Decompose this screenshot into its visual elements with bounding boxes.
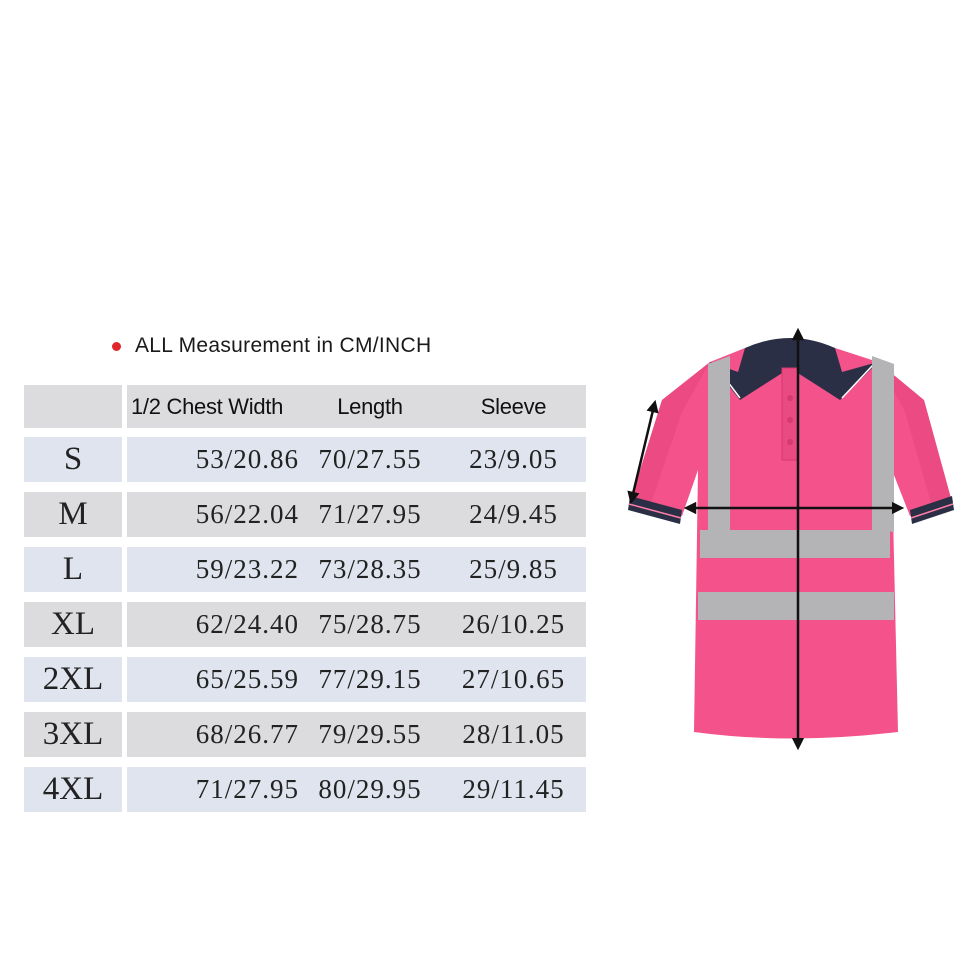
length-value: 77/29.15	[318, 664, 422, 694]
sleeve-value: 24/9.45	[469, 499, 558, 529]
length-value: 79/29.55	[318, 719, 422, 749]
chest-value: 53/20.86	[195, 444, 299, 474]
table-row	[24, 602, 586, 647]
sleeve-value: 28/11.05	[462, 719, 565, 749]
size-label: 2XL	[42, 661, 104, 697]
size-label: S	[63, 441, 83, 477]
chest-value: 56/22.04	[195, 499, 299, 529]
bullet-dot-icon	[112, 342, 121, 351]
table-row	[24, 437, 586, 482]
measurement-note	[112, 330, 431, 362]
header-sleeve: Sleeve	[441, 385, 586, 428]
size-label: XL	[51, 606, 95, 642]
size-label: M	[58, 496, 88, 532]
sleeve-value: 26/10.25	[461, 609, 566, 639]
header-chest-width: 1/2 Chest Width	[127, 385, 299, 428]
sleeve-value: 27/10.65	[461, 664, 566, 694]
table-row	[24, 547, 586, 592]
table-row	[24, 657, 586, 702]
chest-value: 68/26.77	[195, 719, 299, 749]
chest-value: 71/27.95	[195, 774, 299, 804]
sleeve-value: 29/11.45	[462, 774, 565, 804]
length-value: 71/27.95	[318, 499, 422, 529]
length-value: 73/28.35	[318, 554, 422, 584]
table-row	[24, 492, 586, 537]
header-length: Length	[299, 385, 441, 428]
length-value: 75/28.75	[318, 609, 422, 639]
measurement-note-text: ALL Measurement in CM/INCH	[135, 334, 432, 357]
chest-value: 65/25.59	[195, 664, 299, 694]
polo-shirt-icon	[620, 320, 960, 760]
header-size-cell	[24, 385, 122, 428]
size-label: 4XL	[42, 771, 104, 807]
size-label: L	[62, 551, 84, 587]
sleeve-value: 23/9.05	[469, 444, 558, 474]
length-value: 70/27.55	[318, 444, 422, 474]
size-chart-table	[24, 385, 586, 822]
sleeve-value: 25/9.85	[469, 554, 558, 584]
table-row	[24, 767, 586, 812]
size-label: 3XL	[42, 716, 104, 752]
chest-value: 62/24.40	[195, 609, 299, 639]
length-value: 80/29.95	[318, 774, 422, 804]
chest-value: 59/23.22	[195, 554, 299, 584]
table-header-row	[24, 385, 586, 428]
table-row	[24, 712, 586, 757]
